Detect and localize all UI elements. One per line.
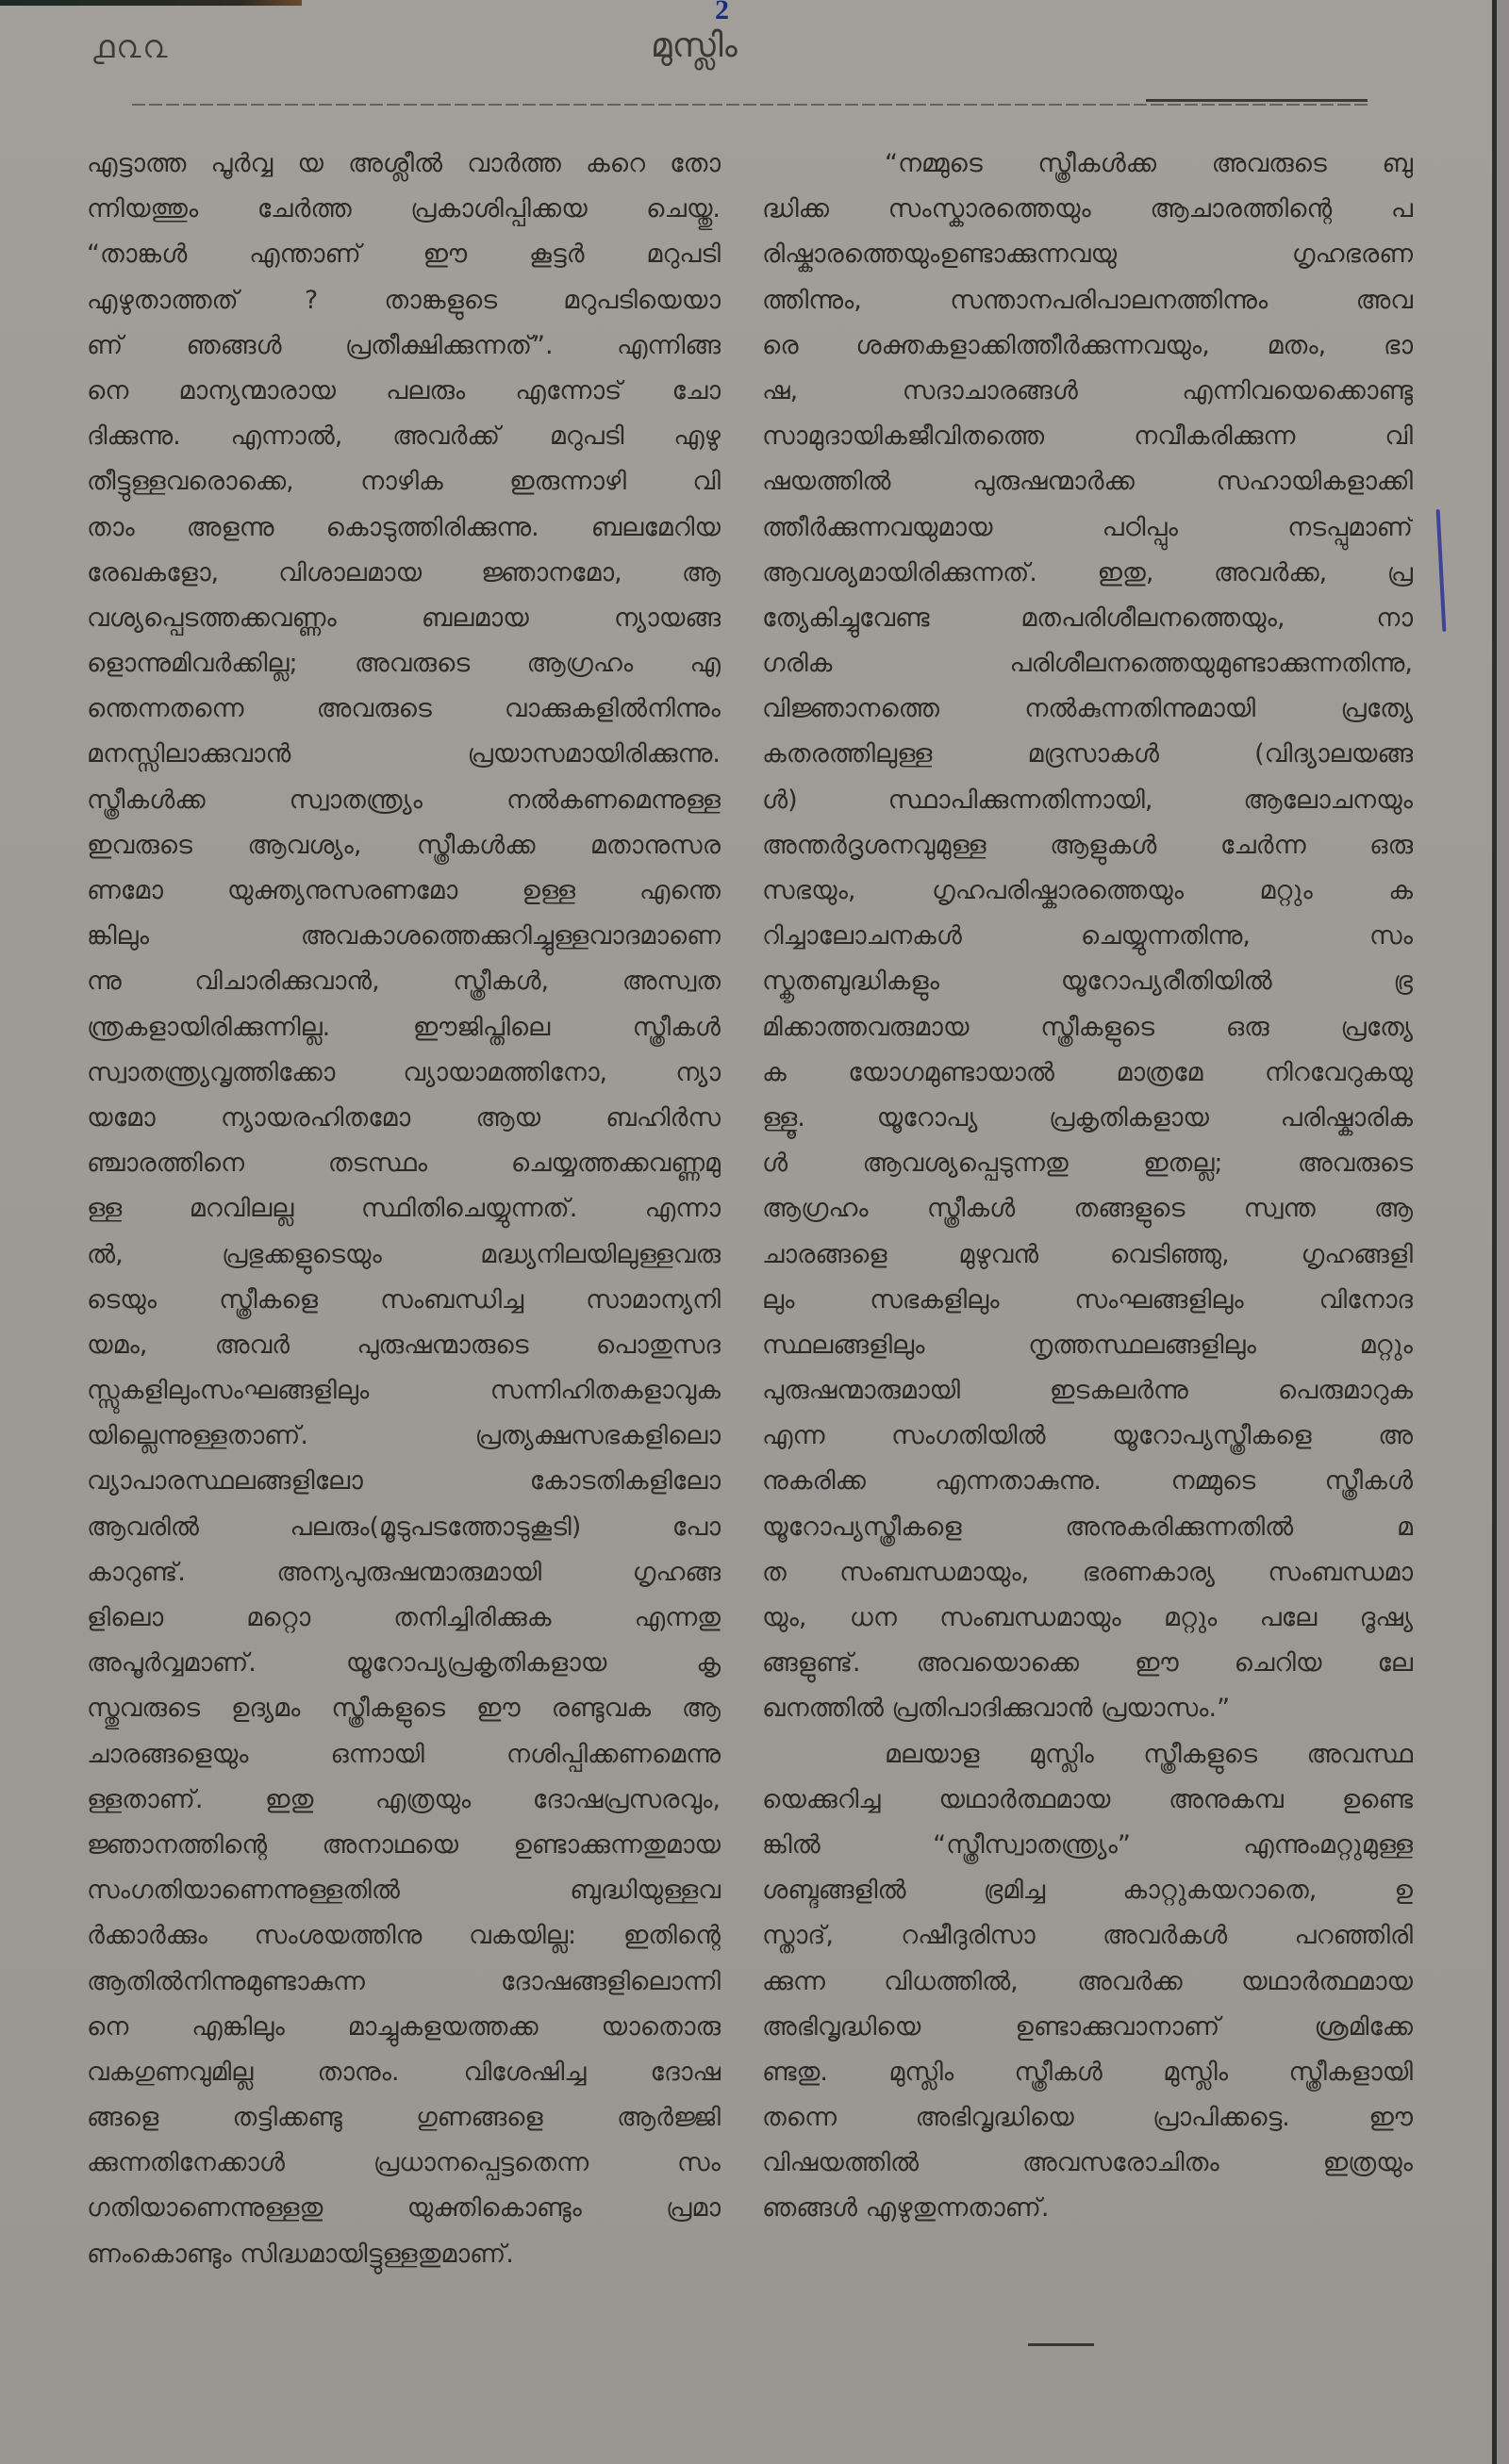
text-line: ഗരിക പരിശീലനത്തെയുമുണ്ടാക്കുന്നതിന്നു, bbox=[762, 649, 1413, 679]
text-line: നെ മാന്യന്മാരായ പലരും എന്നോട് ചോ bbox=[87, 375, 721, 405]
text-line: സ്വാതന്ത്ര്യവൃത്തിക്കോ വ്യായാമത്തിനോ, ന്യാ bbox=[87, 1057, 721, 1087]
text-line: യില്ലെന്നുള്ളതാണ്. പ്രത്യക്ഷസഭകളിലൊ bbox=[87, 1421, 721, 1451]
text-line: ൾ ആവശ്യപ്പെടുന്നതു ഇതല്ല; അവരുടെ bbox=[762, 1149, 1413, 1179]
text-line: പുരുഷന്മാരുമായി ഇടകലർന്നു പെരുമാറുക bbox=[762, 1376, 1413, 1406]
text-line: ൾ) സ്ഥാപിക്കുന്നതിന്നായി, ആലോചനയും bbox=[762, 785, 1413, 815]
text-line: ക യോഗമുണ്ടായാൽ മാത്രമേ നിറവേറുകയു bbox=[762, 1057, 1413, 1087]
text-line: ള്ളൂ. യൂറോപ്യ പ്രകൃതികളായ പരിഷ്കാരിക bbox=[762, 1102, 1413, 1133]
text-line: ലും സഭകളിലും സംഘങ്ങളിലും വിനോദ bbox=[762, 1284, 1413, 1315]
text-line: ക്കുന്നതിനേക്കാൾ പ്രധാനപ്പെട്ടതെന്ന സം bbox=[87, 2148, 721, 2178]
text-line: ടെയും സ്ത്രീകളെ സംബന്ധിച്ച സാമാന്യനി bbox=[87, 1284, 721, 1315]
handwritten-margin-line bbox=[1436, 509, 1447, 632]
text-line: ഇവരുടെ ആവശ്യം, സ്ത്രീകൾക്ക മതാനുസര bbox=[87, 830, 721, 860]
scan-margin bbox=[1497, 0, 1509, 2464]
text-line: നുകരിക്ക എന്നതാകുന്നു. നമ്മുടെ സ്ത്രീകൾ bbox=[762, 1466, 1413, 1497]
text-line: മിക്കാത്തവരുമായ സ്ത്രീകളുടെ ഒരു പ്രത്യേ bbox=[762, 1012, 1413, 1042]
text-line: കതരത്തിലുള്ള മദ്രസാകൾ (വിദ്യാലയങ്ങ bbox=[762, 739, 1413, 769]
text-line: അന്തർദൃശനവുമുള്ള ആളുകൾ ചേർന്ന ഒരു bbox=[762, 830, 1413, 860]
running-title: മുസ്ലിം bbox=[651, 26, 738, 65]
text-line: വ്യാപാരസ്ഥലങ്ങളിലോ കോടതികളിലോ bbox=[87, 1466, 721, 1497]
text-line: “നമ്മുടെ സ്ത്രീകൾക്ക അവരുടെ ബു bbox=[885, 149, 1413, 178]
text-line: ആതിൽനിന്നുമുണ്ടാകുന്ന ദോഷങ്ങളിലൊന്നി bbox=[87, 1966, 721, 1996]
text-line: ത സംബന്ധമായും, ഭരണകാര്യ സംബന്ധമാ bbox=[762, 1557, 1413, 1587]
text-line: ണ് ഞങ്ങൾ പ്രതീക്ഷിക്കുന്നത്”. എന്നിങ്ങ bbox=[87, 330, 721, 360]
text-line: വശ്യപ്പെടത്തക്കവണ്ണം ബലമായ ന്യായങ്ങ bbox=[87, 603, 721, 633]
text-line: ഖനത്തിൽ പ്രതിപാദിക്കുവാൻ പ്രയാസം.” bbox=[762, 1694, 1231, 1724]
text-line: ക്കുന്ന വിധത്തിൽ, അവർക്ക യഥാർത്ഥമായ bbox=[762, 1966, 1413, 1996]
text-line: രിഷ്കാരത്തെയുംഉണ്ടാക്കുന്നവയു ഗൃഹഭരണ bbox=[762, 240, 1413, 270]
text-line: എഴുതാത്തത് ? താങ്കളുടെ മറുപടിയെയാ bbox=[87, 285, 721, 315]
text-line: യമോ ന്യായരഹിതമോ ആയ ബഹിർസ bbox=[87, 1102, 721, 1133]
text-line: ള്ള മറവിലല്ല സ്ഥിതിചെയ്യുന്നത്. എന്നാ bbox=[87, 1194, 721, 1224]
text-line: ഗതിയാണെന്നുള്ളതു യുക്തികൊണ്ടും പ്രമാ bbox=[87, 2193, 721, 2224]
text-line: ദ്ധിക്ക സംസ്കാരത്തെയും ആചാരത്തിന്റെ പ bbox=[762, 194, 1413, 224]
text-line: ർക്കാർക്കും സംശയത്തിനു വകയില്ല: ഇതിന്റെ bbox=[87, 1921, 721, 1951]
text-line: ന്നു വിചാരിക്കുവാൻ, സ്ത്രീകൾ, അസ്വത bbox=[87, 967, 721, 997]
page-number: ൧൨൨ bbox=[92, 28, 170, 66]
text-line: ത്യേകിച്ചുവേണ്ട മതപരിശീലനത്തെയും, നാ bbox=[762, 603, 1413, 633]
text-line: എന്ന സംഗതിയിൽ യൂറോപ്യസ്ത്രീകളെ അ bbox=[762, 1421, 1413, 1451]
text-line: ന്നിയത്തും ചേർത്ത പ്രകാശിപ്പിക്കയ ചെയ്തു. bbox=[87, 194, 721, 224]
text-line: ജ്ഞാനത്തിന്റെ അനാഥയെ ഉണ്ടാക്കുന്നതുമായ bbox=[87, 1829, 721, 1860]
text-line: സ്ഥലങ്ങളിലും നൃത്തസ്ഥലങ്ങളിലും മറ്റും bbox=[762, 1330, 1413, 1360]
text-line: നെ എങ്കിലും മാച്ചുകളയത്തക്ക യാതൊരു bbox=[87, 2011, 721, 2042]
text-line: താം അളന്നു കൊടുത്തിരിക്കുന്നു. ബലമേറിയ bbox=[87, 512, 721, 542]
text-line: എട്ടാത്ത പൂർവ്വ യ അശ്ലീൽ വാർത്ത കറെ തോ bbox=[87, 149, 721, 178]
text-line: സഭയും, ഗൃഹപരിഷ്കാരത്തെയും മറ്റും ക bbox=[762, 876, 1413, 905]
text-line: ളൊന്നുമിവർക്കില്ല; അവരുടെ ആഗ്രഹം എ bbox=[87, 649, 721, 679]
text-line: ന്തെന്നതന്നെ അവരുടെ വാക്കുകളിൽനിന്നും bbox=[87, 694, 721, 724]
text-line: വകഗുണവുമില്ല താനും. വിശേഷിച്ച ദോഷ bbox=[87, 2057, 721, 2087]
text-line: വിഷയത്തിൽ അവസരോചിതം ഇത്രയും bbox=[762, 2148, 1413, 2178]
header-rule-solid bbox=[1146, 99, 1368, 102]
text-line: തന്നെ അഭിവൃദ്ധിയെ പ്രാപിക്കട്ടെ. ഈ bbox=[762, 2103, 1413, 2133]
text-line: വിജ്ഞാനത്തെ നൽകുന്നതിന്നുമായി പ്രത്യേ bbox=[762, 694, 1413, 724]
text-line: ള്ളതാണ്. ഇതു എത്രയും ദോഷപ്രസരവും, bbox=[87, 1784, 721, 1814]
text-line: ആവരിൽ പലരും(മൂടുപടത്തോടുകൂടി) പോ bbox=[87, 1512, 721, 1542]
text-line: ളിലൊ മറ്റൊ തനിച്ചിരിക്കുക എന്നതു bbox=[87, 1603, 721, 1632]
text-line: ന്ത്രകളായിരിക്കുന്നില്ല. ഈജിപ്തിലെ സ്ത്രീകൾ bbox=[87, 1012, 721, 1042]
text-line: രേഖകളോ, വിശാലമായ ജ്ഞാനമോ, ആ bbox=[87, 557, 721, 587]
text-line: തീട്ടുള്ളവരൊക്കെ, നാഴിക ഇരുന്നാഴി വി bbox=[87, 467, 721, 497]
text-line: അഭിവൃദ്ധിയെ ഉണ്ടാക്കുവാനാണ് ശ്രമിക്കേ bbox=[762, 2011, 1413, 2042]
text-line: സ്സുകളിലുംസംഘങ്ങളിലും സന്നിഹിതകളാവുക bbox=[87, 1376, 721, 1406]
text-line: “താങ്കൾ എന്താണ് ഈ കൂട്ടർ മറുപടി bbox=[87, 240, 721, 270]
text-line: ആഗ്രഹം സ്ത്രീകൾ തങ്ങളുടെ സ്വന്ത ആ bbox=[762, 1194, 1413, 1224]
text-line: യമം, അവർ പുരുഷന്മാരുടെ പൊതുസദ bbox=[87, 1330, 721, 1360]
text-line: ങ്കിലും അവകാശത്തെക്കുറിച്ചുള്ളവാദമാണെ bbox=[87, 921, 721, 951]
page-edge-line bbox=[1492, 0, 1497, 2464]
text-line: ദിക്കുന്നു. എന്നാൽ, അവർക്ക് മറുപടി എഴു bbox=[87, 422, 721, 452]
text-line: സ്കൃതബുദ്ധികളും യൂറോപ്യരീതിയിൽ ഭ്ര bbox=[762, 967, 1413, 997]
text-line: ങ്ങളുണ്ട്. അവയൊക്കെ ഈ ചെറിയ ലേ bbox=[762, 1648, 1413, 1678]
text-line: സംഗതിയാണെന്നുള്ളതിൽ ബുദ്ധിയുള്ളവ bbox=[87, 1876, 721, 1906]
header-rule bbox=[132, 104, 1368, 106]
text-line: രെ ശക്തകളാക്കിത്തീർക്കുന്നവയും, മതം, ഭാ bbox=[762, 330, 1413, 360]
text-line: ഞങ്ങൾ എഴുതുന്നതാണ്. bbox=[762, 2193, 1050, 2224]
text-line: ഞ്ചാരത്തിനെ തടസ്ഥം ചെയ്യത്തക്കവണ്ണമു bbox=[87, 1149, 721, 1179]
left-column bbox=[87, 141, 721, 2277]
text-line: സ്ത്രീകൾക്ക സ്വാതന്ത്ര്യം നൽകണമെന്നുള്ള bbox=[87, 785, 721, 815]
text-line: മനസ്സിലാക്കുവാൻ പ്രയാസമായിരിക്കുന്നു. bbox=[87, 739, 721, 769]
text-line: ങ്ങളെ തട്ടിക്കണ്ടു ഗുണങ്ങളെ ആർജ്ജി bbox=[87, 2103, 721, 2133]
text-line: മലയാള മുസ്ലിം സ്ത്രീകളുടെ അവസ്ഥ bbox=[885, 1739, 1413, 1769]
text-line: ശബ്ദങ്ങളിൽ ഭ്രമിച്ച കാറ്റുകയറാതെ, ഉ bbox=[762, 1876, 1413, 1906]
text-line: ണംകൊണ്ടും സിദ്ധമായിട്ടുള്ളതുമാണ്. bbox=[87, 2239, 514, 2269]
text-line: ഷയത്തിൽ പുരുഷന്മാർക്ക സഹായികളാക്കി bbox=[762, 467, 1413, 497]
text-line: ത്തീർക്കുന്നവയുമായ പഠിപ്പും നടപ്പുമാണ് bbox=[762, 512, 1413, 542]
text-line: യൂറോപ്യസ്ത്രീകളെ അനുകരിക്കുന്നതിൽ മ bbox=[762, 1512, 1413, 1542]
right-column bbox=[762, 141, 1413, 2232]
scan-edge-strip bbox=[0, 0, 302, 6]
text-line: ത്തിന്നും, സന്താനപരിപാലനത്തിന്നും അവ bbox=[762, 285, 1413, 315]
text-line: കാറുണ്ട്. അന്യപുരുഷന്മാരുമായി ഗൃഹങ്ങ bbox=[87, 1557, 721, 1587]
text-line: ണ്ടതു. മുസ്ലിം സ്ത്രീകൾ മുസ്ലിം സ്ത്രീകളായി bbox=[762, 2057, 1413, 2087]
text-line: സ്താദ്, റഷീദുരിസാ അവർകൾ പറഞ്ഞിരി bbox=[762, 1921, 1413, 1951]
text-line: ചാരങ്ങളെ മുഴുവൻ വെടിഞ്ഞു, ഗൃഹങ്ങളി bbox=[762, 1239, 1413, 1269]
text-line: യെക്കുറിച്ച യഥാർത്ഥമായ അനുകമ്പ ഉണ്ടെ bbox=[762, 1784, 1413, 1814]
text-line: യും, ധന സംബന്ധമായും മറ്റും പലേ ദൂഷ്യ bbox=[762, 1603, 1413, 1632]
text-line: സ്തുവരുടെ ഉദ്യമം സ്ത്രീകളുടെ ഈ രണ്ടുവക ആ bbox=[87, 1694, 721, 1724]
text-line: ണമോ യുക്ത്യനുസരണമോ ഉള്ള എന്തെ bbox=[87, 876, 721, 905]
text-line: റിച്ചാലോചനകൾ ചെയ്യുന്നതിന്നു, സം bbox=[762, 921, 1413, 951]
handwritten-page-mark: 2 bbox=[715, 0, 729, 25]
text-line: ഷ, സദാചാരങ്ങൾ എന്നിവയെക്കൊണ്ടു bbox=[762, 375, 1413, 405]
text-line: സാമുദായികജീവിതത്തെ നവീകരിക്കുന്ന വി bbox=[762, 422, 1413, 452]
article-end-rule bbox=[1028, 2343, 1094, 2346]
text-line: ൽ, പ്രഭുക്കളുടെയും മദ്ധ്യനിലയിലുള്ളവരു bbox=[87, 1239, 721, 1269]
text-line: ങ്കിൽ “സ്ത്രീസ്വാതന്ത്ര്യം” എന്നുംമറ്റുമുള്ള bbox=[762, 1829, 1413, 1860]
text-line: ആവശ്യമായിരിക്കുന്നത്. ഇതു, അവർക്ക, പ്ര bbox=[762, 557, 1413, 587]
text-line: അപൂർവ്വമാണ്. യൂറോപ്യപ്രകൃതികളായ കൃ bbox=[87, 1648, 721, 1678]
text-line: ചാരങ്ങളെയും ഒന്നായി നശിപ്പിക്കണമെന്നു bbox=[87, 1739, 721, 1769]
